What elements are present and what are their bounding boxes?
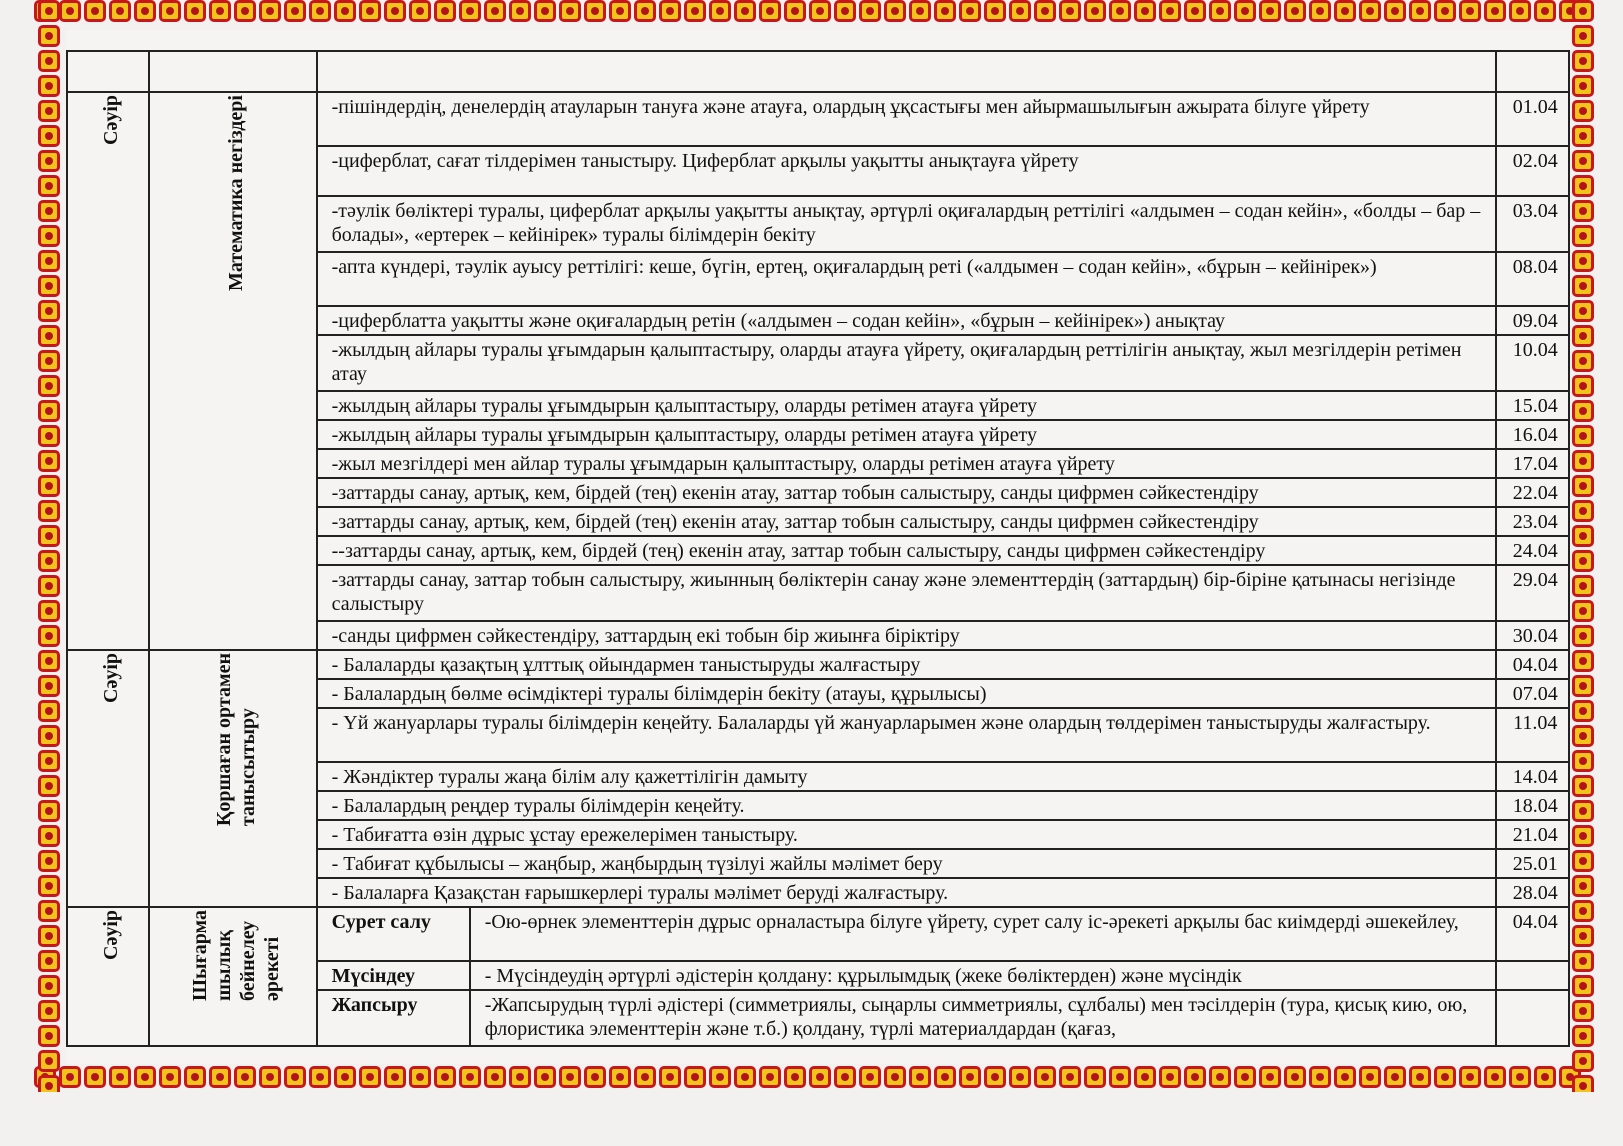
ornament-tile xyxy=(1184,1066,1206,1088)
ornament-tile xyxy=(1572,1000,1594,1022)
ornament-tile xyxy=(38,475,60,497)
ornament-tile xyxy=(909,1066,931,1088)
ornament-tile xyxy=(1572,1025,1594,1047)
ornament-tile xyxy=(1572,550,1594,572)
ornament-tile xyxy=(1209,1066,1231,1088)
date-cell: 17.04 xyxy=(1496,449,1569,478)
ornament-tile xyxy=(38,825,60,847)
ornament-tile xyxy=(38,225,60,247)
ornament-tile xyxy=(1572,300,1594,322)
ornament-tile xyxy=(38,950,60,972)
ornament-tile xyxy=(1059,1066,1081,1088)
ornament-tile xyxy=(38,350,60,372)
ornament-tile xyxy=(1572,475,1594,497)
ornament-tile xyxy=(1572,675,1594,697)
ornament-tile xyxy=(709,1066,731,1088)
ornament-tile xyxy=(1359,0,1381,22)
month-cell xyxy=(67,92,149,650)
date-cell: 14.04 xyxy=(1496,762,1569,791)
ornament-tile xyxy=(1284,0,1306,22)
ornament-tile xyxy=(38,0,60,22)
ornament-tile xyxy=(1259,1066,1281,1088)
date-cell: 16.04 xyxy=(1496,420,1569,449)
ornament-tile xyxy=(809,0,831,22)
ornament-tile xyxy=(1034,0,1056,22)
ornament-tile xyxy=(1572,600,1594,622)
ornament-tile xyxy=(734,0,756,22)
ornament-tile xyxy=(38,375,60,397)
ornament-tile xyxy=(634,0,656,22)
ornament-tile xyxy=(559,1066,581,1088)
ornament-tile xyxy=(184,1066,206,1088)
ornament-tile xyxy=(1572,650,1594,672)
month-cell-label: Сәуір xyxy=(99,95,122,145)
ornament-tile xyxy=(38,1000,60,1022)
month-cell xyxy=(67,907,149,1046)
date-cell xyxy=(1496,990,1569,1046)
date-cell: 04.04 xyxy=(1496,907,1569,961)
ornament-tile xyxy=(884,1066,906,1088)
ornament-tile xyxy=(1109,1066,1131,1088)
ornament-tile xyxy=(1434,0,1456,22)
ornament-tile xyxy=(1234,0,1256,22)
ornament-tile xyxy=(334,1066,356,1088)
ornament-tile xyxy=(1084,0,1106,22)
ornament-tile xyxy=(1572,700,1594,722)
date-cell: 04.04 xyxy=(1496,650,1569,679)
ornament-tile xyxy=(984,0,1006,22)
ornament-tile xyxy=(284,1066,306,1088)
ornament-tile xyxy=(309,0,331,22)
ornament-tile xyxy=(1572,900,1594,922)
ornament-tile xyxy=(38,675,60,697)
topic-cell: - Табиғатта өзін дұрыс ұстау ережелерімен таныстыру. xyxy=(317,820,1496,849)
ornament-border-top xyxy=(34,0,1606,26)
ornament-tile xyxy=(38,300,60,322)
ornament-tile xyxy=(38,575,60,597)
ornament-tile xyxy=(1134,1066,1156,1088)
ornament-tile xyxy=(234,0,256,22)
date-cell: 30.04 xyxy=(1496,621,1569,650)
subject-cell-label: Қоршаған ортамен танысытыру xyxy=(212,653,259,827)
ornament-tile xyxy=(1484,1066,1506,1088)
ornament-tile xyxy=(38,175,60,197)
topic-cell: - Жәндіктер туралы жаңа білім алу қажеттілігін дамыту xyxy=(317,762,1496,791)
ornament-tile xyxy=(609,1066,631,1088)
ornament-tile xyxy=(1572,75,1594,97)
ornament-tile xyxy=(734,1066,756,1088)
ornament-tile xyxy=(884,0,906,22)
ornament-tile xyxy=(1572,125,1594,147)
table-row xyxy=(67,650,1569,679)
ornament-tile xyxy=(684,1066,706,1088)
date-cell: 24.04 xyxy=(1496,536,1569,565)
ornament-tile xyxy=(309,1066,331,1088)
subject-cell xyxy=(149,650,317,907)
ornament-tile xyxy=(1084,1066,1106,1088)
month-cell xyxy=(67,650,149,907)
ornament-tile xyxy=(659,1066,681,1088)
ornament-tile xyxy=(84,0,106,22)
ornament-tile xyxy=(134,0,156,22)
ornament-tile xyxy=(38,325,60,347)
ornament-tile xyxy=(1572,425,1594,447)
ornament-tile xyxy=(759,0,781,22)
ornament-tile xyxy=(409,1066,431,1088)
ornament-tile xyxy=(709,0,731,22)
ornament-tile xyxy=(84,1066,106,1088)
ornament-tile xyxy=(184,0,206,22)
ornament-tile xyxy=(209,1066,231,1088)
ornament-tile xyxy=(484,0,506,22)
ornament-tile xyxy=(159,1066,181,1088)
ornament-tile xyxy=(38,250,60,272)
ornament-tile xyxy=(784,1066,806,1088)
document-page xyxy=(66,30,1570,1064)
ornament-tile xyxy=(1572,50,1594,72)
ornament-tile xyxy=(38,1075,60,1092)
topic-cell: -жыл мезгілдері мен айлар туралы ұғымдарын қалыптастыру, оларды ретімен атауға үйрету xyxy=(317,449,1496,478)
ornament-tile xyxy=(38,625,60,647)
topic-cell: - Балалардың реңдер туралы білімдерін кеңейту. xyxy=(317,791,1496,820)
ornament-tile xyxy=(1572,975,1594,997)
ornament-tile xyxy=(1109,0,1131,22)
ornament-tile xyxy=(359,1066,381,1088)
ornament-tile xyxy=(784,0,806,22)
ornament-tile xyxy=(1572,625,1594,647)
ornament-tile xyxy=(959,0,981,22)
ornament-tile xyxy=(1384,1066,1406,1088)
ornament-tile xyxy=(959,1066,981,1088)
topic-cell: -заттарды санау, артық, кем, бірдей (тең) екенін атау, заттар тобын салыстыру, санды цифрмен сәйкестендіру xyxy=(317,507,1496,536)
ornament-tile xyxy=(1334,1066,1356,1088)
ornament-tile xyxy=(509,1066,531,1088)
ornament-tile xyxy=(1059,0,1081,22)
ornament-tile xyxy=(38,400,60,422)
topic-cell: - Табиғат құбылысы – жаңбыр, жаңбырдың түзілуі жайлы мәлімет беру xyxy=(317,849,1496,878)
ornament-tile xyxy=(509,0,531,22)
ornament-tile xyxy=(1572,500,1594,522)
ornament-tile xyxy=(334,0,356,22)
header-cell xyxy=(149,51,317,92)
ornament-tile xyxy=(259,0,281,22)
ornament-tile xyxy=(1159,1066,1181,1088)
header-cell xyxy=(67,51,149,92)
ornament-tile xyxy=(384,0,406,22)
ornament-tile xyxy=(1572,750,1594,772)
ornament-tile xyxy=(1209,0,1231,22)
table-header-row xyxy=(67,51,1569,92)
activity-cell: Сурет салу xyxy=(317,907,470,961)
ornament-tile xyxy=(1572,250,1594,272)
ornament-tile xyxy=(859,0,881,22)
date-cell: 09.04 xyxy=(1496,306,1569,335)
ornament-tile xyxy=(559,0,581,22)
date-cell: 28.04 xyxy=(1496,878,1569,907)
ornament-tile xyxy=(38,1050,60,1072)
topic-cell: -заттарды санау, заттар тобын салыстыру, жиынның бөліктерін санау және элементтердің (заттардың) бір-біріне қатынасы негізінде салыстыру xyxy=(317,565,1496,621)
ornament-tile xyxy=(809,1066,831,1088)
topic-cell: - Балалардың бөлме өсімдіктері туралы білімдерін бекіту (атауы, құрылысы) xyxy=(317,679,1496,708)
topic-cell: - Балаларды қазақтың ұлттық ойындармен таныстыруды жалғастыру xyxy=(317,650,1496,679)
ornament-tile xyxy=(1572,100,1594,122)
ornament-tile xyxy=(1309,1066,1331,1088)
ornament-tile xyxy=(1572,275,1594,297)
ornament-tile xyxy=(38,850,60,872)
ornament-tile xyxy=(1534,1066,1556,1088)
ornament-tile xyxy=(1572,325,1594,347)
ornament-tile xyxy=(1572,525,1594,547)
ornament-tile xyxy=(109,0,131,22)
topic-cell: -заттарды санау, артық, кем, бірдей (тең) екенін атау, заттар тобын салыстыру, санды цифрмен сәйкестендіру xyxy=(317,478,1496,507)
date-cell: 07.04 xyxy=(1496,679,1569,708)
subject-cell-label: Шығарма шылық бейнелеу әрекеті xyxy=(188,910,283,1001)
topic-cell: -апта күндері, тәулік ауысу реттілігі: кеше, бүгін, ертең, оқиғалардың реті («алдымен – содан кейін», «бұрын – кейінірек») xyxy=(317,252,1496,306)
topic-cell: -пішіндердің, денелердің атауларын тануға және атауға, олардың ұқсастығы мен айырмашылығын ажырата білуге үйрету xyxy=(317,92,1496,146)
ornament-tile xyxy=(38,650,60,672)
date-cell: 22.04 xyxy=(1496,478,1569,507)
ornament-tile xyxy=(38,550,60,572)
ornament-tile xyxy=(1384,0,1406,22)
activity-cell: Мүсіндеу xyxy=(317,961,470,990)
ornament-tile xyxy=(1459,0,1481,22)
ornament-tile xyxy=(1572,450,1594,472)
ornament-tile xyxy=(38,150,60,172)
date-cell: 21.04 xyxy=(1496,820,1569,849)
ornament-tile xyxy=(1572,1050,1594,1072)
ornament-tile xyxy=(38,275,60,297)
date-cell: 25.01 xyxy=(1496,849,1569,878)
ornament-tile xyxy=(1572,350,1594,372)
ornament-tile xyxy=(1184,0,1206,22)
ornament-tile xyxy=(38,600,60,622)
ornament-tile xyxy=(159,0,181,22)
ornament-tile xyxy=(359,0,381,22)
date-cell: 18.04 xyxy=(1496,791,1569,820)
table-row xyxy=(67,92,1569,146)
ornament-tile xyxy=(134,1066,156,1088)
activity-cell: Жапсыру xyxy=(317,990,470,1046)
ornament-tile xyxy=(1572,775,1594,797)
ornament-tile xyxy=(1572,950,1594,972)
ornament-tile xyxy=(1572,225,1594,247)
topic-cell: -Жапсырудың түрлі әдістері (симметриялы, сыңарлы симметриялы, сұлбалы) мен тәсілдерін (тура, қисық кию, ою, флористика элементтерін және т.б.) қолдану, түрлі материалдардан (қағаз, xyxy=(470,990,1496,1046)
ornament-tile xyxy=(1572,725,1594,747)
ornament-tile xyxy=(1309,0,1331,22)
ornament-border-left xyxy=(38,0,64,1092)
ornament-tile xyxy=(38,700,60,722)
ornament-tile xyxy=(109,1066,131,1088)
subject-cell xyxy=(149,92,317,650)
header-cell xyxy=(317,51,1496,92)
ornament-tile xyxy=(38,200,60,222)
ornament-tile xyxy=(584,1066,606,1088)
ornament-tile xyxy=(1572,25,1594,47)
ornament-tile xyxy=(1572,800,1594,822)
ornament-tile xyxy=(284,0,306,22)
ornament-border-bottom xyxy=(34,1066,1606,1092)
topic-cell: - Үй жануарлары туралы білімдерін кеңейту. Балаларды үй жануарларымен және олардың төлдерімен таныстыруды жалғастыру. xyxy=(317,708,1496,762)
ornament-tile xyxy=(38,875,60,897)
lesson-plan-table xyxy=(66,50,1570,1047)
ornament-tile xyxy=(534,0,556,22)
ornament-tile xyxy=(38,725,60,747)
ornament-tile xyxy=(38,450,60,472)
ornament-tile xyxy=(609,0,631,22)
date-cell: 01.04 xyxy=(1496,92,1569,146)
ornament-tile xyxy=(1572,1075,1594,1092)
ornament-tile xyxy=(759,1066,781,1088)
ornament-tile xyxy=(38,75,60,97)
date-cell: 02.04 xyxy=(1496,146,1569,196)
ornament-tile xyxy=(1572,400,1594,422)
ornament-tile xyxy=(234,1066,256,1088)
ornament-tile xyxy=(38,525,60,547)
ornament-tile xyxy=(38,50,60,72)
ornament-tile xyxy=(434,1066,456,1088)
date-cell: 10.04 xyxy=(1496,335,1569,391)
ornament-tile xyxy=(1409,1066,1431,1088)
topic-cell: -жылдың айлары туралы ұғымдырын қалыптастыру, оларды ретімен атауға үйрету xyxy=(317,391,1496,420)
ornament-tile xyxy=(1534,0,1556,22)
ornament-tile xyxy=(1259,0,1281,22)
topic-cell: - Балаларға Қазақстан ғарышкерлері туралы мәлімет беруді жалғастыру. xyxy=(317,878,1496,907)
ornament-tile xyxy=(1509,0,1531,22)
date-cell: 15.04 xyxy=(1496,391,1569,420)
ornament-tile xyxy=(38,100,60,122)
ornament-tile xyxy=(834,1066,856,1088)
month-cell-label: Сәуір xyxy=(99,653,122,703)
ornament-tile xyxy=(1034,1066,1056,1088)
ornament-tile xyxy=(38,900,60,922)
ornament-tile xyxy=(1459,1066,1481,1088)
ornament-tile xyxy=(1159,0,1181,22)
topic-cell: -санды цифрмен сәйкестендіру, заттардың екі тобын бір жиынға біріктіру xyxy=(317,621,1496,650)
subject-cell-label: Математика негіздері xyxy=(224,95,247,291)
ornament-tile xyxy=(1572,375,1594,397)
ornament-tile xyxy=(38,925,60,947)
ornament-tile xyxy=(38,125,60,147)
ornament-tile xyxy=(38,500,60,522)
date-cell xyxy=(1496,961,1569,990)
ornament-tile xyxy=(1572,175,1594,197)
ornament-tile xyxy=(434,0,456,22)
month-cell-label: Сәуір xyxy=(99,910,122,960)
topic-cell: -жылдың айлары туралы ұғымдарын қалыптастыру, оларды атауға үйрету, оқиғалардың реттілігін анықтау, жыл мезгілдерін ретімен атау xyxy=(317,335,1496,391)
ornament-tile xyxy=(1134,0,1156,22)
ornament-tile xyxy=(484,1066,506,1088)
ornament-border-right xyxy=(1572,0,1598,1092)
ornament-tile xyxy=(834,0,856,22)
topic-cell: -Ою-өрнек элементтерін дұрыс орналастыра білуге үйрету, сурет салу іс-әрекеті арқылы бас киімдерді әшекейлеу, xyxy=(470,907,1496,961)
ornament-tile xyxy=(1572,875,1594,897)
date-cell: 08.04 xyxy=(1496,252,1569,306)
ornament-tile xyxy=(1359,1066,1381,1088)
ornament-tile xyxy=(209,0,231,22)
ornament-tile xyxy=(38,750,60,772)
ornament-tile xyxy=(1334,0,1356,22)
topic-cell: --заттарды санау, артық, кем, бірдей (тең) екенін атау, заттар тобын салыстыру, санды цифрмен сәйкестендіру xyxy=(317,536,1496,565)
ornament-tile xyxy=(384,1066,406,1088)
ornament-tile xyxy=(1572,925,1594,947)
topic-cell: -циферблат, сағат тілдерімен таныстыру. Циферблат арқылы уақытты анықтауға үйрету xyxy=(317,146,1496,196)
topic-cell: -жылдың айлары туралы ұғымдырын қалыптастыру, оларды ретімен атауға үйрету xyxy=(317,420,1496,449)
ornament-tile xyxy=(534,1066,556,1088)
ornament-tile xyxy=(459,1066,481,1088)
date-cell: 11.04 xyxy=(1496,708,1569,762)
ornament-tile xyxy=(259,1066,281,1088)
date-cell: 03.04 xyxy=(1496,196,1569,252)
table-row xyxy=(67,907,1569,961)
ornament-tile xyxy=(634,1066,656,1088)
ornament-tile xyxy=(1434,1066,1456,1088)
ornament-tile xyxy=(1009,1066,1031,1088)
ornament-tile xyxy=(1009,0,1031,22)
ornament-tile xyxy=(1284,1066,1306,1088)
topic-cell: -тәулік бөліктері туралы, циферблат арқылы уақытты анықтау, әртүрлі оқиғалардың реттілігі «алдымен – содан кейін», «болды – бар – болады», «ертерек – кейінірек» туралы білімдерін бекіту xyxy=(317,196,1496,252)
ornament-tile xyxy=(1572,850,1594,872)
ornament-tile xyxy=(38,25,60,47)
ornament-tile xyxy=(909,0,931,22)
ornament-tile xyxy=(659,0,681,22)
subject-cell xyxy=(149,907,317,1046)
ornament-tile xyxy=(934,1066,956,1088)
ornament-tile xyxy=(1572,200,1594,222)
ornament-tile xyxy=(1572,150,1594,172)
ornament-tile xyxy=(38,425,60,447)
ornament-tile xyxy=(934,0,956,22)
topic-cell: - Мүсіндеудің әртүрлі әдістерін қолдану: құрылымдық (жеке бөліктерден) және мүсіндік xyxy=(470,961,1496,990)
ornament-tile xyxy=(38,800,60,822)
ornament-tile xyxy=(1572,0,1594,22)
ornament-tile xyxy=(584,0,606,22)
ornament-tile xyxy=(1409,0,1431,22)
date-cell: 29.04 xyxy=(1496,565,1569,621)
ornament-tile xyxy=(1509,1066,1531,1088)
topic-cell: -циферблатта уақытты және оқиғалардың ретін («алдымен – содан кейін», «бұрын – кейінірек») анықтау xyxy=(317,306,1496,335)
ornament-tile xyxy=(409,0,431,22)
ornament-tile xyxy=(38,975,60,997)
ornament-tile xyxy=(1572,575,1594,597)
ornament-tile xyxy=(1572,825,1594,847)
ornament-tile xyxy=(1484,0,1506,22)
header-cell xyxy=(1496,51,1569,92)
ornament-tile xyxy=(459,0,481,22)
ornament-tile xyxy=(984,1066,1006,1088)
ornament-tile xyxy=(859,1066,881,1088)
ornament-tile xyxy=(38,1025,60,1047)
ornament-tile xyxy=(684,0,706,22)
ornament-tile xyxy=(38,775,60,797)
date-cell: 23.04 xyxy=(1496,507,1569,536)
ornament-tile xyxy=(1234,1066,1256,1088)
